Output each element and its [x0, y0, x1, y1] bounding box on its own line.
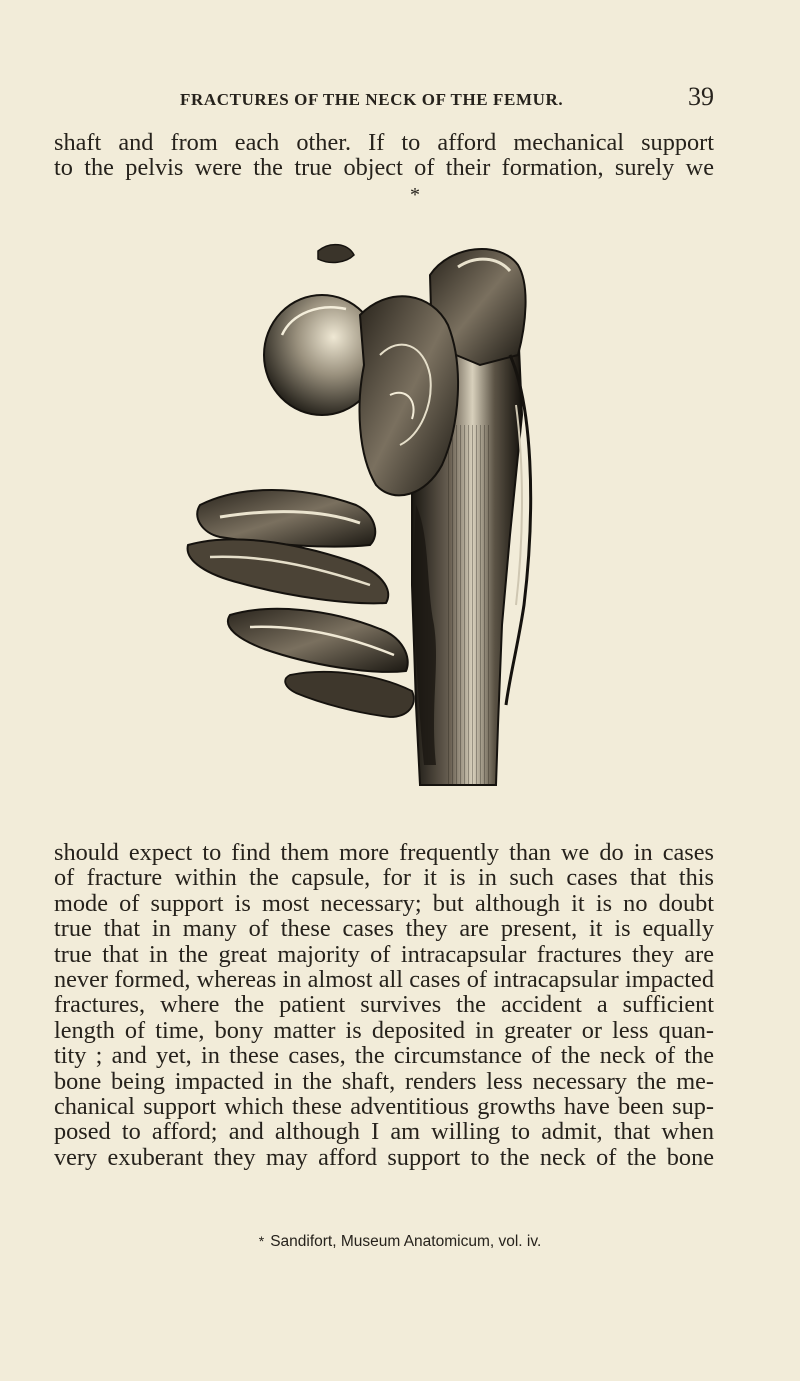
text-line: shaft and from each other. If to afford mechanical support: [54, 129, 714, 156]
text-line: mode of support is most necessary; but although it is no doubt: [54, 889, 714, 917]
text-line: to the pelvis were the true object of their formation, surely we: [54, 154, 714, 182]
footnote-text: Sandifort, Museum Anatomicum, vol. iv.: [270, 1233, 542, 1250]
text-line: true that in many of these cases they are present, it is equally: [54, 915, 714, 943]
running-title: FRACTURES OF THE NECK OF THE FEMUR.: [180, 90, 564, 109]
text-line: very exuberant they may afford support to the neck of the bone: [54, 1143, 714, 1171]
text-line: should expect to find them more frequently than we do in cases: [54, 839, 714, 866]
running-head: [54, 82, 714, 112]
figure-reference-mark: *: [410, 184, 420, 206]
page-number: 39: [688, 82, 714, 111]
text-line: never formed, whereas in almost all cases of intracapsular impacted: [54, 965, 714, 993]
paragraph-before-figure: [54, 130, 714, 181]
text-line: fractures, where the patient survives the accident a sufficient: [54, 991, 714, 1019]
text-line: bone being impacted in the shaft, renders less necessary the me-: [54, 1067, 714, 1095]
footnote: [0, 1233, 800, 1251]
femur-illustration: [180, 205, 560, 805]
footnote-mark: *: [258, 1233, 265, 1249]
paragraph-after-figure: [54, 840, 714, 1170]
femur-engraving: [180, 205, 560, 805]
text-line: of fracture within the capsule, for it is in such cases that this: [54, 864, 714, 892]
text-line: chanical support which these adventitious growths have been sup-: [54, 1092, 714, 1120]
text-line: length of time, bony matter is deposited in greater or less quan-: [54, 1016, 714, 1044]
text-line: tity ; and yet, in these cases, the circumstance of the neck of the: [54, 1042, 714, 1070]
text-line: posed to afford; and although I am willing to admit, that when: [54, 1118, 714, 1146]
text-line: true that in the great majority of intracapsular fractures they are: [54, 940, 714, 968]
